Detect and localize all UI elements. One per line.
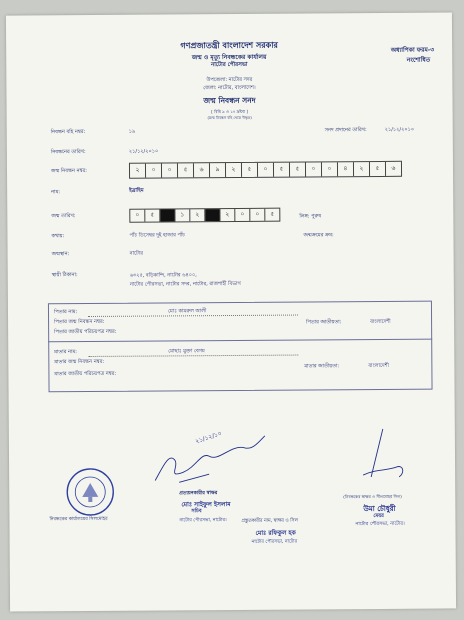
rule-reference: [ বিধি ৯ ও ১০ দ্রষ্টব্য ]	[211, 108, 248, 115]
schedule-label: নংশোধিত	[406, 56, 431, 64]
registrar-office: নাটোর পৌরসভা, নাটোর।	[355, 521, 405, 528]
registrar-role: মেয়র	[373, 512, 384, 520]
digit-box: ০	[235, 209, 250, 221]
dob-boxes	[129, 208, 280, 223]
father-name-value: মোঃ কামরুল আলী	[167, 308, 207, 315]
mother-nationality-label: মাতার জাতীয়তা:	[304, 363, 340, 370]
birthplace-value: নাটোর	[129, 250, 143, 257]
handwritten-date: ২১/১২/১০	[194, 430, 223, 446]
digit-box: ০	[162, 163, 178, 177]
registrar-name: উমা চৌধুরী	[363, 504, 396, 514]
birth-certificate-document	[6, 12, 456, 611]
extract-note: (জন্ম নিবন্ধন বহি থেকে উদ্ধৃত)	[207, 115, 252, 121]
father-name-label: পিতার নাম:	[53, 309, 78, 316]
issue-date-value: ২১/১২/২০১০	[384, 126, 415, 133]
registrar-caption: (নিবন্ধকের স্বাক্ষর ও সীলমোহর সিল)	[343, 493, 402, 500]
digit-box: ৫	[145, 209, 160, 221]
office-title: জন্ম ও মৃত্যু নিবন্ধকের কার্যালয়	[191, 53, 267, 62]
permanent-address-line-2: নাটোর পৌরসভা, নাটোর সদর, নাটোর, রাজশাহী বিভাগ	[129, 280, 241, 288]
registration-number-label: জন্ম নিবন্ধন নম্বর:	[50, 168, 87, 175]
registration-date-label: নিবন্ধনের তারিখ:	[50, 149, 86, 156]
mother-name-label: মাতার নাম:	[54, 349, 77, 356]
digit-box: ২	[354, 162, 370, 176]
father-nid-label: পিতার জাতীয় পরিচয়পত্র নম্বর:	[54, 328, 117, 336]
digit-box	[160, 209, 175, 221]
dob-in-words-label: কথায়:	[51, 233, 65, 240]
verifier-office: নাটোর পৌরসভা, নাটোর।	[179, 518, 227, 524]
digit-box	[205, 209, 220, 221]
digit-box: ৪	[338, 162, 354, 176]
mother-reg-label: মাতার জন্ম নিবন্ধন নম্বর:	[54, 358, 105, 366]
preparer-caption: প্রস্তুতকারীর নাম, স্বাক্ষর ও সিল	[241, 518, 299, 524]
digit-box: ৫	[178, 163, 194, 177]
digit-box: ০	[130, 210, 145, 222]
mother-name-value: মোছাঃ মুক্তা বেগম	[168, 348, 205, 355]
verifier-title: প্রত্যয়নকারীর স্বাক্ষর	[179, 491, 218, 497]
permanent-address-line-1: ৬৩২৫, বড়িকান্দি, নাটোর ৬৪০০,	[129, 272, 197, 279]
birth-order-label: জন্মক্রমের ক্রম:	[303, 232, 334, 239]
mother-nationality-value: বাংলাদেশী	[368, 362, 389, 370]
book-number-label: নিবন্ধন বহি নম্বর:	[50, 129, 86, 136]
digit-box: ৯	[210, 163, 226, 177]
address-line-2: জেলা: নাটোর, বাংলাদেশ।	[203, 84, 256, 92]
preparer-office: নাটোর পৌরসভা, নাটোর	[251, 539, 298, 545]
form-number: অধ্যাপিকা ফরম-৩	[390, 46, 435, 54]
preparer-name: মোঃ রফিকুল হক	[255, 529, 296, 537]
certificate-title: জন্ম নিবন্ধন সনদ	[203, 95, 256, 106]
digit-box: ৫	[270, 210, 275, 218]
dob-label: জন্ম তারিখ:	[51, 213, 76, 220]
mother-nid-label: মাতার জাতীয় পরিচয়পত্র নম্বর:	[54, 370, 117, 378]
sex-label: লিঙ্গ: পুরুষ	[299, 213, 322, 220]
digit-box: ২	[226, 163, 242, 177]
seal-caption: নিবন্ধকের কার্যালয়ের সিলমোহর	[49, 516, 108, 523]
official-seal-icon	[65, 467, 115, 517]
digit-box: ২	[130, 164, 146, 178]
digit-box: ২	[190, 209, 205, 221]
name-value: ইব্রাহিম	[129, 187, 144, 194]
digit-box: ১	[175, 209, 190, 221]
birthplace-label: জন্মস্থান:	[51, 251, 70, 258]
digit-box: ০	[250, 209, 265, 221]
government-title: গণপ্রজাতন্ত্রী বাংলাদেশ সরকার	[180, 40, 278, 51]
digit-box: ৬	[194, 163, 210, 177]
digit-box: ৬	[391, 164, 396, 172]
father-nationality-label: পিতার জাতীয়তা:	[306, 319, 342, 326]
verifier-role: সচিব	[191, 508, 202, 515]
digit-box: ৫	[242, 163, 258, 177]
registration-date-value: ২১/১২/২০১০	[128, 148, 159, 155]
digit-box: ৫	[370, 162, 386, 176]
registration-number-boxes	[129, 161, 402, 179]
registrar-signature-scribble	[353, 427, 413, 497]
book-number-value: ১৯	[128, 128, 136, 135]
dob-in-words-value: পাঁচ ডিসেম্বর দুই হাজার পাঁচ	[129, 232, 186, 239]
verifier-name: মোঃ সাইফুল ইসলাম	[181, 501, 231, 509]
address-line-1: উপজেলা: নাটোর সদর	[206, 76, 253, 84]
digit-box: ০	[146, 163, 162, 177]
digit-box: ২	[220, 209, 235, 221]
father-nationality-value: বাংলাদেশী	[370, 318, 391, 326]
name-label: নাম:	[51, 189, 61, 196]
digit-box: ০	[258, 163, 274, 177]
digit-box: ০	[322, 162, 338, 176]
digit-box: ৫	[274, 163, 290, 177]
office-subtitle: নাটোর পৌরসভা	[210, 61, 248, 69]
digit-box: ০	[306, 162, 322, 176]
issue-date-label: সনদ প্রদানের তারিখ:	[324, 127, 367, 134]
digit-box: ৫	[290, 162, 306, 176]
permanent-address-label: স্থায়ী ঠিকানা:	[51, 272, 78, 279]
father-reg-label: পিতার জন্ম নিবন্ধন নম্বর:	[54, 318, 105, 326]
